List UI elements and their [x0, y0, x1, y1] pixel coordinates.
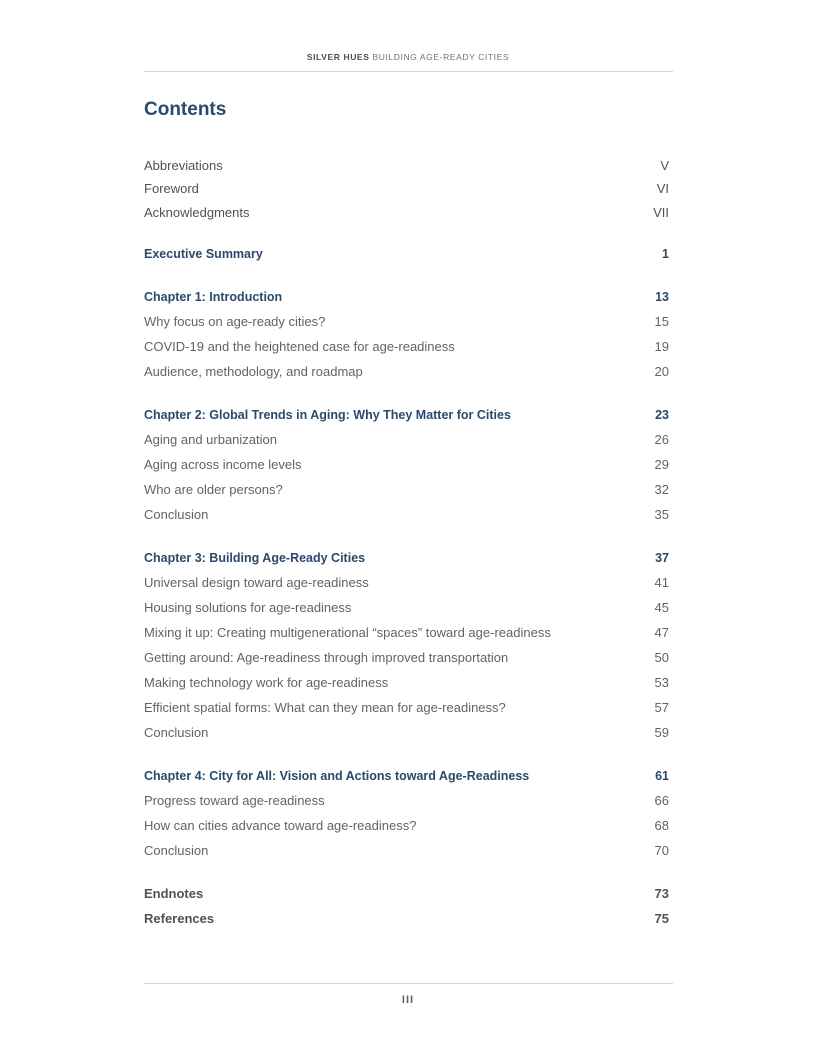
toc-entry-label: Chapter 1: Introduction: [144, 290, 283, 304]
toc-entry-page: 47: [654, 625, 669, 640]
footer-rule: [144, 983, 673, 984]
toc-entry-page: 26: [654, 432, 669, 447]
toc-entry-label: Progress toward age-readiness: [144, 793, 325, 808]
toc-entry-label: Chapter 2: Global Trends in Aging: Why They Matter for Cities: [144, 408, 511, 422]
toc-entry-label: Housing solutions for age-readiness: [144, 600, 352, 615]
running-header-series: SILVER HUES: [306, 52, 370, 62]
toc-entry-label: Executive Summary: [144, 247, 263, 261]
toc-entry-label: Foreword: [144, 181, 199, 196]
header-rule: [144, 71, 673, 72]
toc-entry-section[interactable]: [144, 624, 669, 642]
toc-entry-label: Audience, methodology, and roadmap: [144, 364, 363, 379]
toc-entry-label: References: [144, 911, 215, 926]
toc-entry-acknowledgments[interactable]: [144, 204, 669, 222]
toc-entry-page: 57: [654, 700, 669, 715]
toc-entry-section[interactable]: [144, 599, 669, 617]
toc-entry-page: VI: [656, 181, 669, 196]
toc-entry-chapter-4[interactable]: [144, 767, 669, 785]
toc-entry-page: 1: [662, 247, 669, 261]
toc-entry-page: VII: [653, 205, 669, 220]
toc-entry-label: Aging and urbanization: [144, 432, 277, 447]
toc-entry-page: 35: [654, 507, 669, 522]
toc-entry-page: 37: [655, 551, 669, 565]
toc-entry-section[interactable]: [144, 842, 669, 860]
toc-entry-label: Chapter 4: City for All: Vision and Actions toward Age-Readiness: [144, 769, 530, 783]
toc-entry-section[interactable]: [144, 363, 669, 381]
toc-entry-executive-summary[interactable]: [144, 245, 669, 263]
toc-entry-section[interactable]: [144, 792, 669, 810]
toc-entry-page: 20: [654, 364, 669, 379]
toc-entry-page: 15: [654, 314, 669, 329]
toc-entry-label: Abbreviations: [144, 158, 223, 173]
toc-entry-section[interactable]: [144, 431, 669, 449]
toc-entry-page: 66: [654, 793, 669, 808]
toc-entry-label: Conclusion: [144, 507, 209, 522]
toc-entry-label: Conclusion: [144, 843, 209, 858]
toc-entry-page: 61: [655, 769, 669, 783]
toc-entry-section[interactable]: [144, 506, 669, 524]
toc-entry-references[interactable]: [144, 910, 669, 928]
toc-entry-abbreviations[interactable]: [144, 157, 669, 175]
toc-entry-endnotes[interactable]: [144, 885, 669, 903]
toc-entry-section[interactable]: [144, 456, 669, 474]
toc-entry-section[interactable]: [144, 313, 669, 331]
toc-entry-section[interactable]: [144, 699, 669, 717]
toc-entry-label: Universal design toward age-readiness: [144, 575, 369, 590]
toc-entry-page: 53: [654, 675, 669, 690]
toc-entry-page: V: [660, 158, 669, 173]
toc-entry-page: 29: [654, 457, 669, 472]
page-title: Contents: [144, 99, 227, 120]
toc-entry-page: 23: [655, 408, 669, 422]
toc-entry-label: How can cities advance toward age-readiness?: [144, 818, 417, 833]
toc-entry-label: Mixing it up: Creating multigenerational “spaces” toward age-readiness: [144, 625, 551, 640]
toc-entry-label: Efficient spatial forms: What can they mean for age-readiness?: [144, 700, 506, 715]
toc-entry-label: Who are older persons?: [144, 482, 283, 497]
toc-entry-chapter-2[interactable]: [144, 406, 669, 424]
toc-entry-section[interactable]: [144, 674, 669, 692]
toc-entry-label: Aging across income levels: [144, 457, 302, 472]
toc-entry-page: 68: [654, 818, 669, 833]
toc-entry-section[interactable]: [144, 817, 669, 835]
toc-entry-foreword[interactable]: [144, 180, 669, 198]
toc-entry-section[interactable]: [144, 481, 669, 499]
toc-entry-page: 32: [654, 482, 669, 497]
toc-entry-section[interactable]: [144, 574, 669, 592]
toc-entry-chapter-1[interactable]: [144, 288, 669, 306]
toc-entry-page: 41: [654, 575, 669, 590]
toc-entry-chapter-3[interactable]: [144, 549, 669, 567]
toc-entry-section[interactable]: [144, 649, 669, 667]
toc-entry-label: Acknowledgments: [144, 205, 250, 220]
toc-entry-label: Chapter 3: Building Age-Ready Cities: [144, 551, 366, 565]
page-number: III: [401, 994, 415, 1006]
toc-entry-section[interactable]: [144, 338, 669, 356]
toc-entry-label: Endnotes: [144, 886, 204, 901]
toc-entry-label: Conclusion: [144, 725, 209, 740]
toc-entry-page: 13: [655, 290, 669, 304]
toc-entry-page: 19: [654, 339, 669, 354]
toc-entry-label: Making technology work for age-readiness: [144, 675, 389, 690]
toc-entry-page: 59: [654, 725, 669, 740]
toc-entry-page: 50: [654, 650, 669, 665]
toc-entry-section[interactable]: [144, 724, 669, 742]
running-header-title: BUILDING AGE-READY CITIES: [369, 52, 510, 62]
running-header: [0, 52, 816, 62]
toc-entry-page: 75: [654, 911, 669, 926]
toc-entry-label: Getting around: Age-readiness through improved transportation: [144, 650, 509, 665]
toc-entry-page: 70: [654, 843, 669, 858]
toc-entry-label: Why focus on age-ready cities?: [144, 314, 326, 329]
toc-entry-page: 45: [654, 600, 669, 615]
toc-entry-page: 73: [654, 886, 669, 901]
toc-entry-label: COVID-19 and the heightened case for age-readiness: [144, 339, 455, 354]
